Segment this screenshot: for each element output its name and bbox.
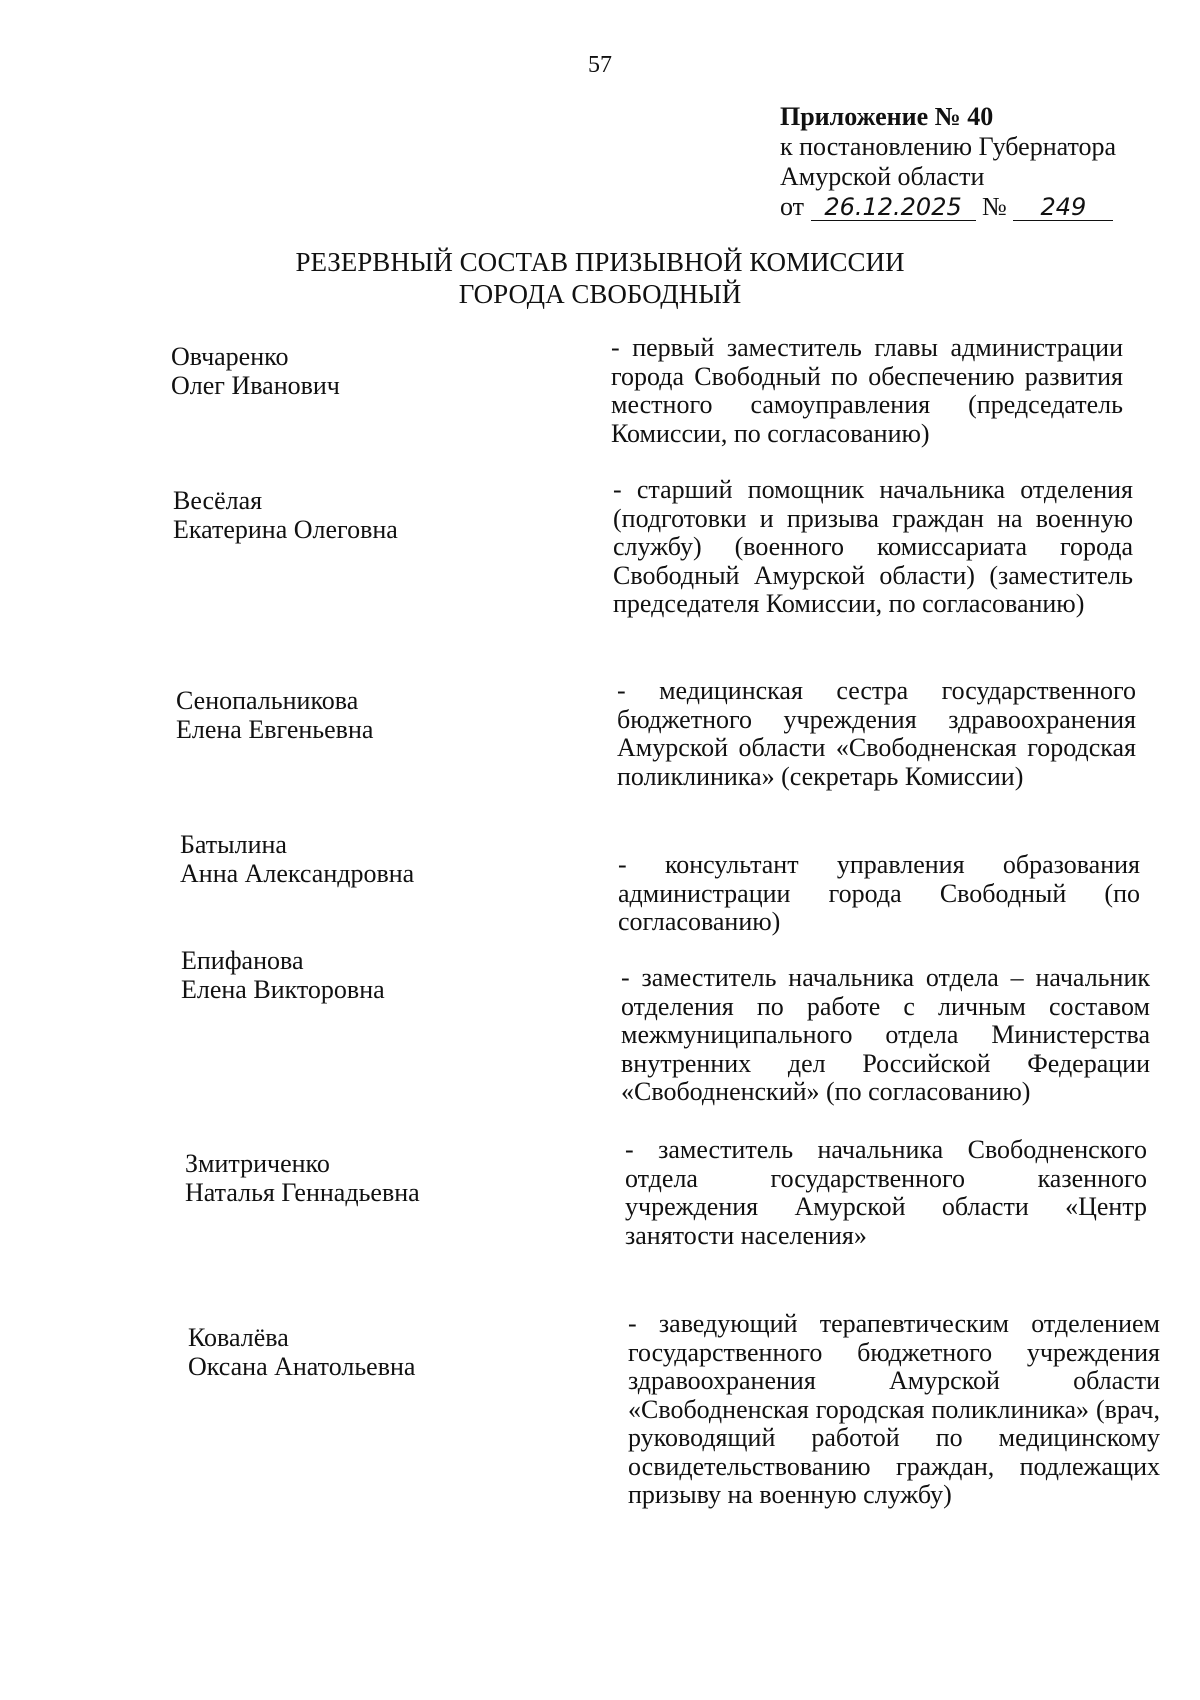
member-given-name: Екатерина Олеговна (173, 514, 398, 544)
handwritten-date: 26.12.2025 (811, 194, 976, 221)
member-surname: Сенопальникова (176, 686, 359, 715)
page-number: 57 (588, 52, 612, 78)
member-role: - консультант управления образования администрации города Свободный (по согласованию) (618, 850, 1140, 936)
appendix-title: Приложение № 40 (780, 102, 994, 131)
date-prefix: от (780, 192, 805, 221)
member-surname: Весёлая (173, 486, 263, 515)
member-given-name: Олег Иванович (171, 370, 340, 400)
handwritten-number: 249 (1013, 194, 1113, 221)
member-surname: Ковалёва (188, 1323, 289, 1352)
member-name (171, 343, 340, 400)
member-role: - заместитель начальника отдела – начальник отделения по работе с личным составом межмуниципального отдела Министерства внутренних дел Российской Федерации «Свободненский» (по согласованию) (621, 963, 1150, 1106)
appendix-line-2: к постановлению Губернатора (780, 132, 1117, 161)
member-role: - заместитель начальника Свободненского отдела государственного казенного учреждения Амурской области «Центр занятости населения» (625, 1135, 1147, 1250)
member-given-name: Анна Александровна (180, 858, 415, 888)
appendix-date-line (780, 192, 1180, 222)
member-name (176, 687, 373, 744)
member-given-name: Елена Викторовна (181, 974, 385, 1004)
title-line-2: ГОРОДА СВОБОДНЫЙ (458, 279, 742, 309)
appendix-line-3: Амурской области (780, 162, 985, 191)
member-role: - медицинская сестра государственного бюджетного учреждения здравоохранения Амурской области «Свободненская городская поликлиника» (секретарь Комиссии) (617, 676, 1136, 791)
member-role: - заведующий терапевтическим отделением государственного бюджетного учреждения здравоохранения Амурской области «Свободненская городская поликлиника» (врач, руководящий работой по медицинскому освидетельствованию граждан, подлежащих призыву на военную службу) (628, 1309, 1160, 1509)
member-name (181, 947, 385, 1004)
member-name (180, 831, 414, 888)
member-surname: Змитриченко (185, 1149, 330, 1178)
document-title (0, 246, 1200, 310)
member-surname: Овчаренко (171, 342, 289, 371)
member-name (173, 487, 398, 544)
member-name (188, 1324, 415, 1381)
member-role: - первый заместитель главы администрации города Свободный по обеспечению развития местного самоуправления (председатель Комиссии, по согласованию) (611, 333, 1123, 448)
number-prefix: № (982, 192, 1007, 221)
appendix-block (780, 102, 1180, 222)
member-given-name: Наталья Геннадьевна (185, 1177, 420, 1207)
member-role: - старший помощник начальника отделения (подготовки и призыва граждан на военную службу) (военного комиссариата города Свободный Амурской области) (заместитель председателя Комиссии, по согласованию) (613, 475, 1133, 618)
title-line-1: РЕЗЕРВНЫЙ СОСТАВ ПРИЗЫВНОЙ КОМИССИИ (295, 247, 905, 277)
member-given-name: Елена Евгеньевна (176, 714, 374, 744)
member-surname: Епифанова (181, 946, 304, 975)
member-given-name: Оксана Анатольевна (188, 1351, 416, 1381)
member-surname: Батылина (180, 830, 287, 859)
member-name (185, 1150, 420, 1207)
